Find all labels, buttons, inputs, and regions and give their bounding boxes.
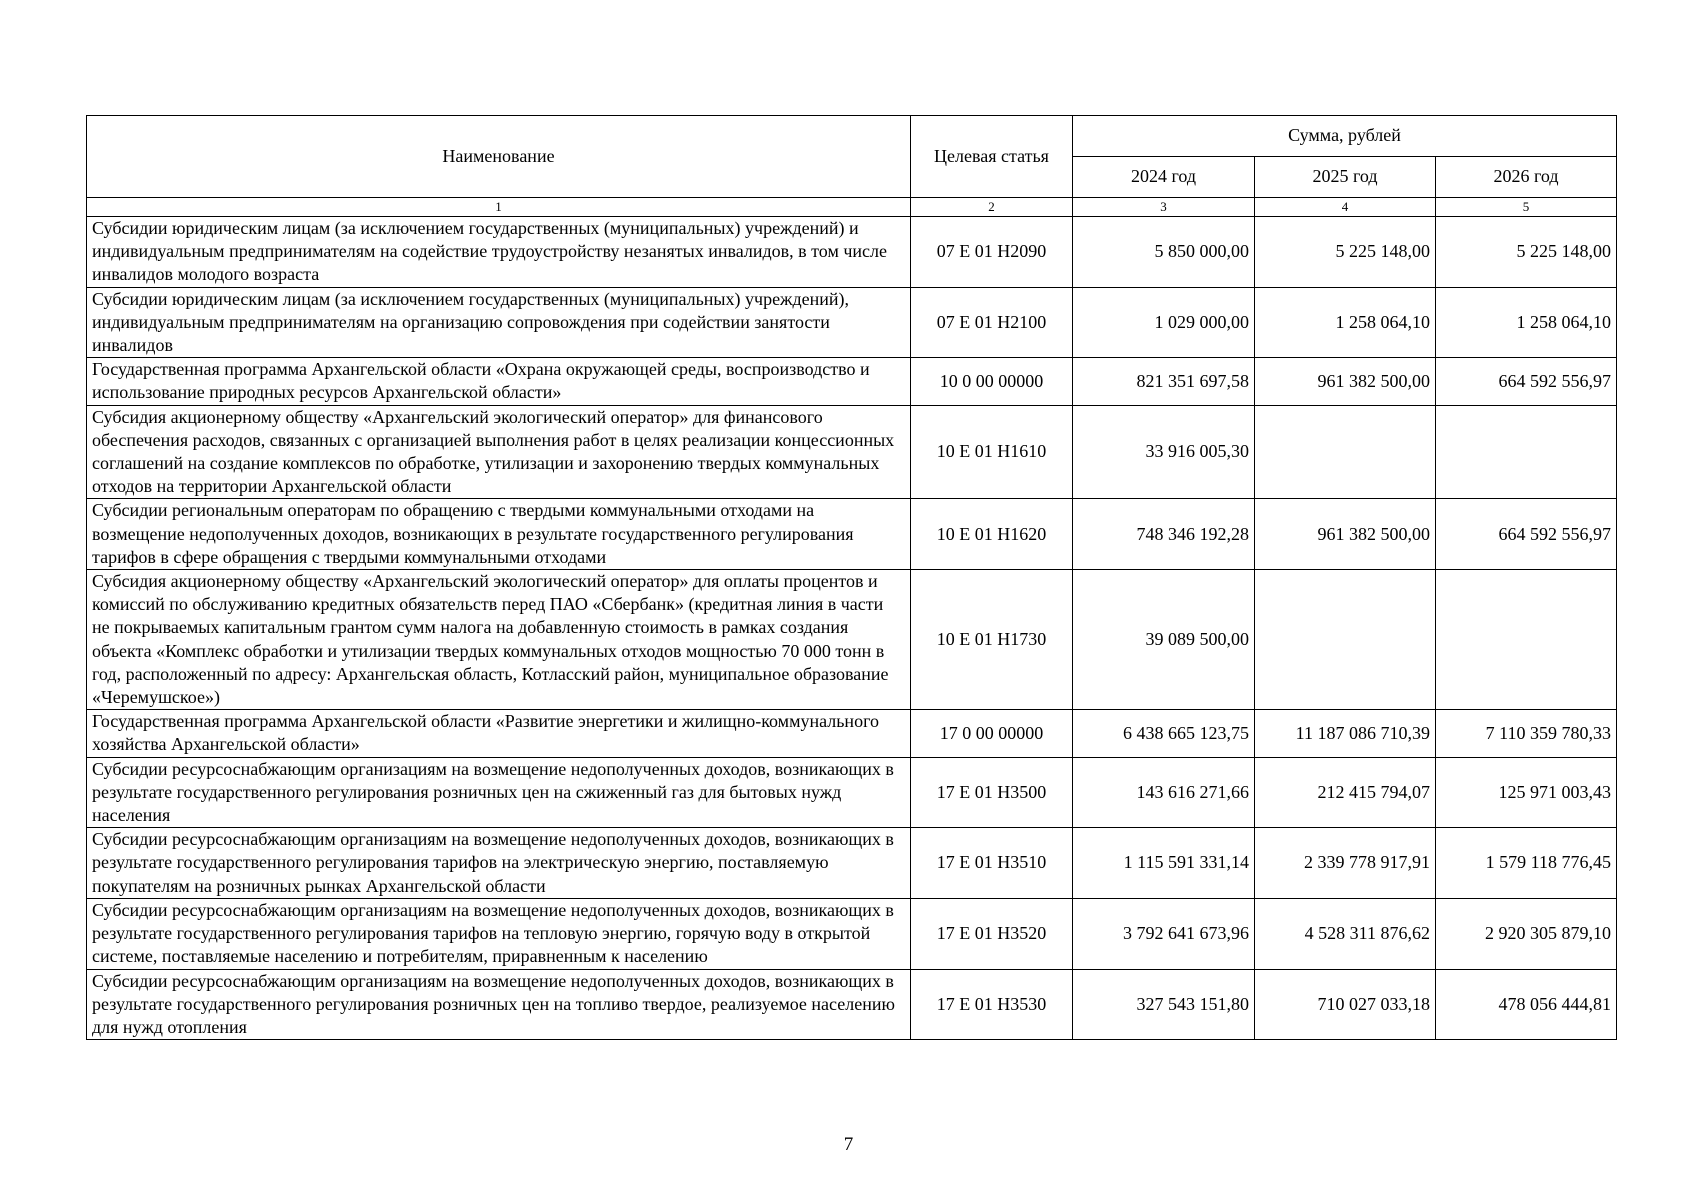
row-sum-2024: 39 089 500,00 [1073,570,1255,710]
page-number: 7 [843,1134,854,1155]
table-row [87,217,1617,288]
column-index: 3 [1073,198,1255,217]
row-sum-2026 [1436,405,1617,499]
row-sum-2026: 664 592 556,97 [1436,358,1617,405]
row-sum-2026 [1436,570,1617,710]
row-name: Субсидии региональным операторам по обращению с твердыми коммунальными отходами на возмещение недополученных доходов, возникающих в результате государственного регулирования тарифов в сфере обращения с твердыми коммунальными отходами [87,499,911,570]
row-sum-2024: 143 616 271,66 [1073,757,1255,828]
table-body [87,217,1617,1040]
row-name: Субсидии юридическим лицам (за исключением государственных (муниципальных) учреждений) и индивидуальным предпринимателям на содействие трудоустройству незанятых инвалидов, в том числе инвалидов молодого возраста [87,217,911,288]
row-sum-2026: 7 110 359 780,33 [1436,710,1617,757]
row-target-code: 10 Е 01 Н1730 [911,570,1073,710]
row-target-code: 17 Е 01 Н3520 [911,898,1073,969]
column-index: 4 [1255,198,1436,217]
row-sum-2024: 5 850 000,00 [1073,217,1255,288]
row-name: Субсидии ресурсоснабжающим организациям на возмещение недополученных доходов, возникающих в результате государственного регулирования розничных цен на сжиженный газ для бытовых нужд населения [87,757,911,828]
header-year-2025: 2025 год [1255,157,1436,198]
header-sum: Сумма, рублей [1073,116,1617,157]
header-row [87,116,1617,157]
row-sum-2024: 327 543 151,80 [1073,969,1255,1040]
table-row [87,757,1617,828]
row-sum-2024: 821 351 697,58 [1073,358,1255,405]
column-index-row [87,198,1617,217]
table-row [87,287,1617,358]
header-name: Наименование [87,116,911,198]
row-sum-2025: 2 339 778 917,91 [1255,828,1436,899]
row-sum-2025: 11 187 086 710,39 [1255,710,1436,757]
row-sum-2025: 4 528 311 876,62 [1255,898,1436,969]
row-sum-2025: 710 027 033,18 [1255,969,1436,1040]
row-name: Субсидии юридическим лицам (за исключением государственных (муниципальных) учреждений), индивидуальным предпринимателям на организацию сопровождения при содействии занятости инвалидов [87,287,911,358]
header-code: Целевая статья [911,116,1073,198]
row-sum-2025 [1255,405,1436,499]
row-sum-2026: 1 579 118 776,45 [1436,828,1617,899]
row-sum-2024: 3 792 641 673,96 [1073,898,1255,969]
row-sum-2026: 125 971 003,43 [1436,757,1617,828]
row-target-code: 07 Е 01 Н2090 [911,217,1073,288]
row-target-code: 10 Е 01 Н1620 [911,499,1073,570]
row-sum-2025: 961 382 500,00 [1255,358,1436,405]
row-sum-2026: 478 056 444,81 [1436,969,1617,1040]
column-index: 5 [1436,198,1617,217]
table-row [87,570,1617,710]
row-sum-2025: 212 415 794,07 [1255,757,1436,828]
row-sum-2026: 5 225 148,00 [1436,217,1617,288]
row-sum-2024: 748 346 192,28 [1073,499,1255,570]
row-target-code: 17 Е 01 Н3530 [911,969,1073,1040]
row-name: Субсидия акционерному обществу «Архангельский экологический оператор» для оплаты процентов и комиссий по обслуживанию кредитных обязательств перед ПАО «Сбербанк» (кредитная линия в части не покрываемых капитальным грантом сумм налога на добавленную стоимость в рамках создания объекта «Комплекс обработки и утилизации твердых коммунальных отходов мощностью 70 000 тонн в год, расположенный по адресу: Архангельская область, Котласский район, муниципальное образование «Черемушское») [87,570,911,710]
row-target-code: 10 0 00 00000 [911,358,1073,405]
table-row [87,710,1617,757]
header-year-2026: 2026 год [1436,157,1617,198]
row-name: Государственная программа Архангельской области «Охрана окружающей среды, воспроизводство и использование природных ресурсов Архангельской области» [87,358,911,405]
table-row [87,499,1617,570]
row-sum-2026: 664 592 556,97 [1436,499,1617,570]
table-row [87,898,1617,969]
row-name: Субсидии ресурсоснабжающим организациям на возмещение недополученных доходов, возникающих в результате государственного регулирования тарифов на тепловую энергию, горячую воду в открытой системе, поставляемые населению и потребителям, приравненным к населению [87,898,911,969]
row-sum-2024: 1 115 591 331,14 [1073,828,1255,899]
row-sum-2025: 5 225 148,00 [1255,217,1436,288]
row-sum-2025 [1255,570,1436,710]
row-target-code: 17 0 00 00000 [911,710,1073,757]
column-index: 2 [911,198,1073,217]
row-sum-2024: 1 029 000,00 [1073,287,1255,358]
budget-table [86,115,1617,1040]
row-target-code: 17 Е 01 Н3500 [911,757,1073,828]
row-sum-2026: 1 258 064,10 [1436,287,1617,358]
table-row [87,358,1617,405]
row-name: Субсидии ресурсоснабжающим организациям на возмещение недополученных доходов, возникающих в результате государственного регулирования розничных цен на топливо твердое, реализуемое населению для нужд отопления [87,969,911,1040]
row-sum-2024: 6 438 665 123,75 [1073,710,1255,757]
row-sum-2025: 1 258 064,10 [1255,287,1436,358]
row-name: Субсидии ресурсоснабжающим организациям на возмещение недополученных доходов, возникающих в результате государственного регулирования тарифов на электрическую энергию, поставляемую покупателям на розничных рынках Архангельской области [87,828,911,899]
row-name: Субсидия акционерному обществу «Архангельский экологический оператор» для финансового обеспечения расходов, связанных с организацией выполнения работ в целях реализации концессионных соглашений на создание комплексов по обработке, утилизации и захоронению твердых коммунальных отходов на территории Архангельской области [87,405,911,499]
column-index: 1 [87,198,911,217]
row-target-code: 17 Е 01 Н3510 [911,828,1073,899]
row-name: Государственная программа Архангельской области «Развитие энергетики и жилищно-коммунального хозяйства Архангельской области» [87,710,911,757]
row-target-code: 10 Е 01 Н1610 [911,405,1073,499]
row-sum-2026: 2 920 305 879,10 [1436,898,1617,969]
row-sum-2025: 961 382 500,00 [1255,499,1436,570]
header-year-2024: 2024 год [1073,157,1255,198]
table-row [87,828,1617,899]
table-row [87,969,1617,1040]
row-target-code: 07 Е 01 Н2100 [911,287,1073,358]
table-row [87,405,1617,499]
row-sum-2024: 33 916 005,30 [1073,405,1255,499]
